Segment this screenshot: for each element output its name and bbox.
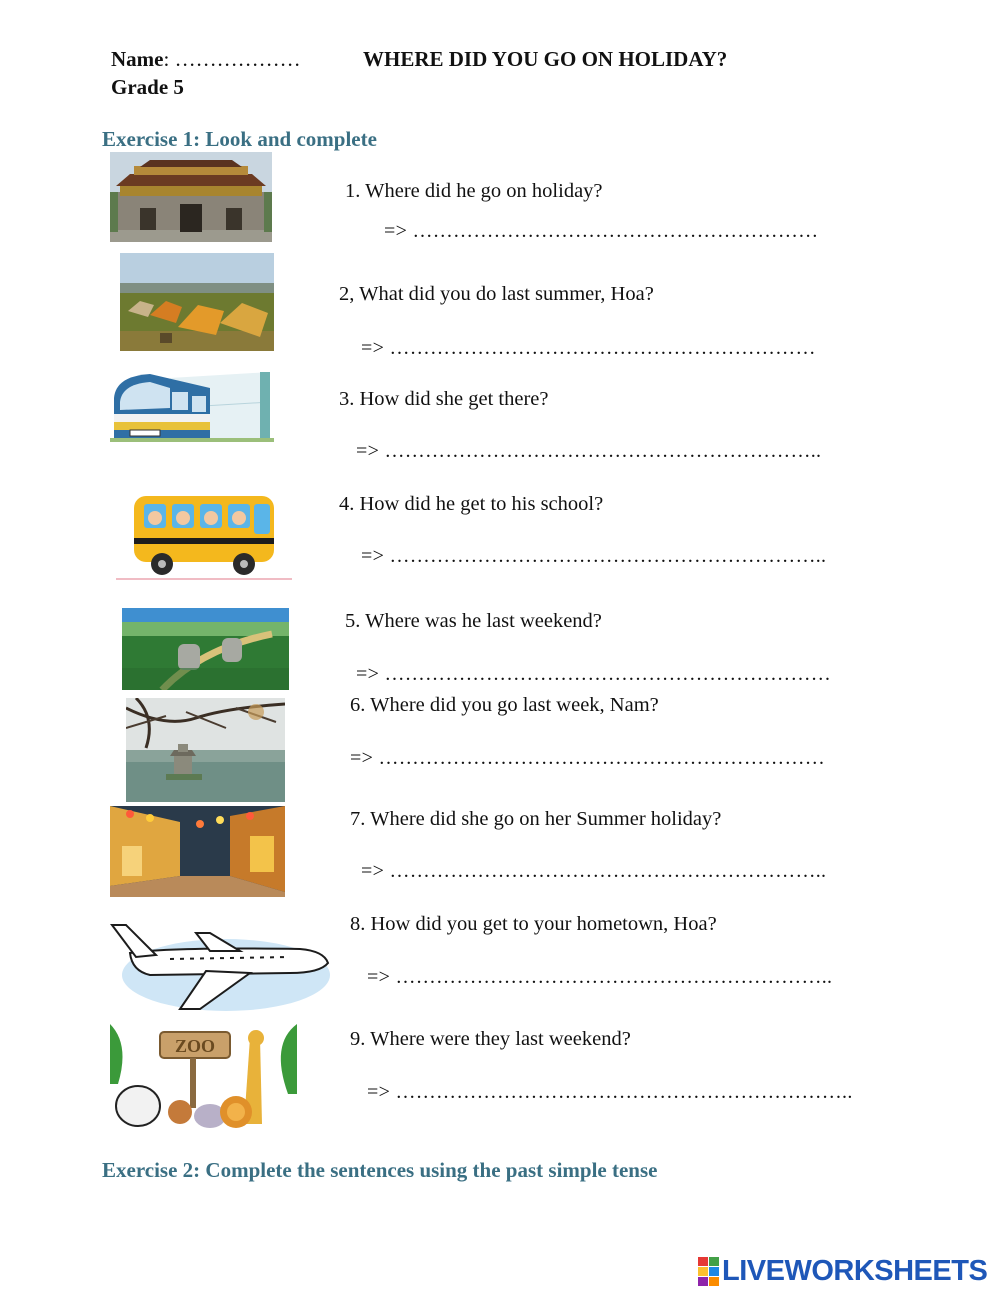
exercise2-heading: Exercise 2: Complete the sentences using the past simple tense — [102, 1158, 658, 1182]
question-7: 7. Where did she go on her Summer holiday? — [350, 808, 722, 830]
answer-blank-5[interactable]: => ………………………………………………………… — [356, 663, 832, 685]
question-6: 6. Where did you go last week, Nam? — [350, 694, 659, 716]
turtle-tower-lake-image — [126, 698, 285, 802]
zoo-animals-image — [110, 1024, 297, 1131]
answer-blank-8[interactable]: => ……………………………………………………….. — [367, 966, 833, 988]
exercise1-heading: Exercise 1: Look and complete — [102, 127, 377, 151]
logo-text: LIVEWORKSHEETS — [722, 1254, 988, 1287]
grade-label: Grade 5 — [111, 75, 184, 99]
answer-blank-9[interactable]: => ………………………………………………………….. — [367, 1081, 853, 1103]
question-8: 8. How did you get to your hometown, Hoa? — [350, 913, 717, 935]
page-title: WHERE DID YOU GO ON HOLIDAY? — [363, 47, 728, 71]
svg-text:ZOO: ZOO — [174, 1036, 216, 1056]
answer-blank-3[interactable]: => ……………………………………………………….. — [356, 440, 822, 462]
answer-blank-4[interactable]: => ……………………………………………………….. — [361, 545, 827, 567]
airplane-image — [110, 913, 332, 1018]
imperial-citadel-gate-image — [110, 152, 272, 242]
train-image — [110, 368, 274, 450]
camping-tents-image — [120, 253, 274, 351]
question-4: 4. How did he get to his school? — [339, 493, 604, 515]
answer-blank-7[interactable]: => ……………………………………………………….. — [361, 860, 827, 882]
answer-blank-6[interactable]: => ………………………………………………………… — [350, 747, 826, 769]
name-field — [111, 47, 301, 72]
school-bus-image — [116, 486, 292, 581]
golden-bridge-image — [122, 608, 289, 690]
name-blank: : ……………… — [163, 47, 301, 71]
question-9: 9. Where were they last weekend? — [350, 1028, 631, 1050]
logo-blocks-icon — [698, 1257, 719, 1286]
answer-blank-1[interactable]: => …………………………………………………… — [384, 220, 819, 242]
question-5: 5. Where was he last weekend? — [345, 610, 602, 632]
answer-blank-2[interactable]: => ……………………………………………………… — [361, 337, 816, 359]
name-label: Name — [111, 47, 164, 71]
question-3: 3. How did she get there? — [339, 388, 549, 410]
lantern-old-town-image — [110, 806, 285, 897]
liveworksheets-logo — [698, 1256, 987, 1286]
question-2: 2, What did you do last summer, Hoa? — [339, 283, 654, 305]
question-1: 1. Where did he go on holiday? — [345, 180, 603, 202]
